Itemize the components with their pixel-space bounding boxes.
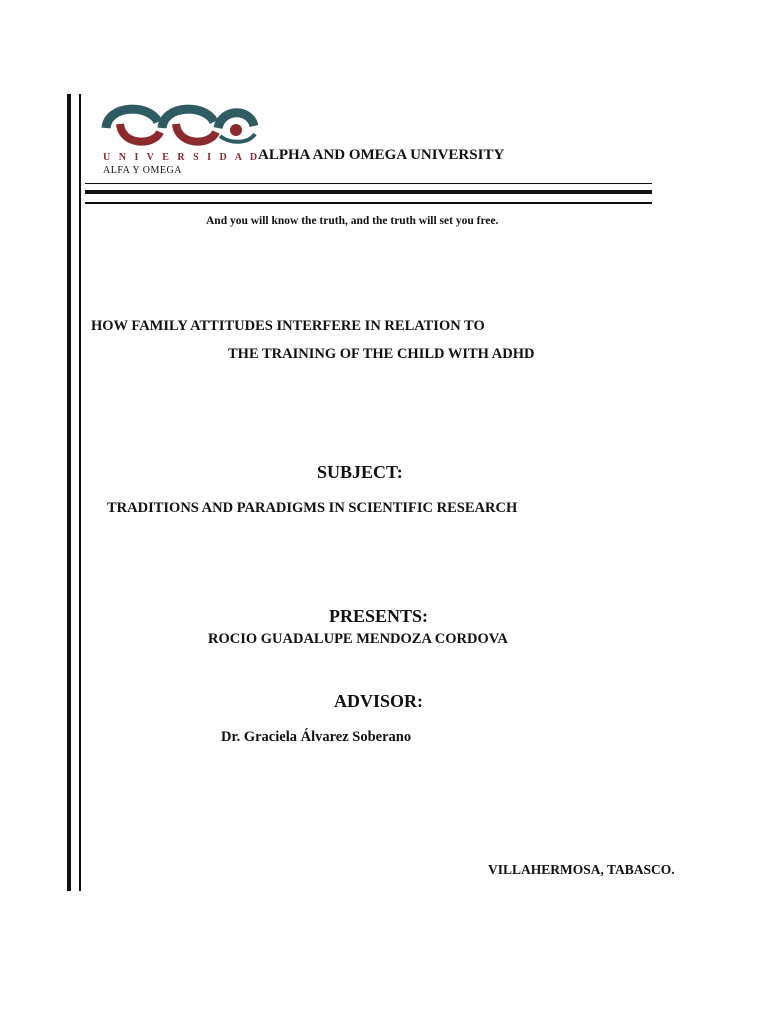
logo-text-line2: ALFA Y OMEGA — [103, 165, 182, 176]
university-motto: And you will know the truth, and the truth will set you free. — [206, 215, 499, 227]
header-rule-bottom — [85, 202, 652, 204]
location-text: VILLAHERMOSA, TABASCO. — [488, 862, 675, 877]
logo-emblem-icon — [100, 102, 258, 152]
header-rule-thick — [85, 190, 652, 194]
presents-label: PRESENTS: — [329, 606, 429, 626]
university-logo — [100, 102, 261, 180]
header-rule-thin — [85, 183, 652, 184]
left-border-thick — [67, 94, 71, 891]
subject-label: SUBJECT: — [317, 462, 403, 482]
logo-text-line1: U N I V E R S I D A D — [103, 152, 261, 163]
thesis-title-line2: THE TRAINING OF THE CHILD WITH ADHD — [228, 346, 535, 362]
advisor-name: Dr. Graciela Álvarez Soberano — [221, 729, 412, 745]
thesis-title-line1: HOW FAMILY ATTITUDES INTERFERE IN RELATION TO — [91, 318, 485, 334]
advisor-label: ADVISOR: — [334, 691, 424, 711]
presenter-name: ROCIO GUADALUPE MENDOZA CORDOVA — [208, 631, 508, 647]
left-border-thin — [79, 94, 81, 891]
university-name: ALPHA AND OMEGA UNIVERSITY — [258, 147, 505, 163]
subject-value: TRADITIONS AND PARADIGMS IN SCIENTIFIC RESEARCH — [107, 500, 518, 516]
